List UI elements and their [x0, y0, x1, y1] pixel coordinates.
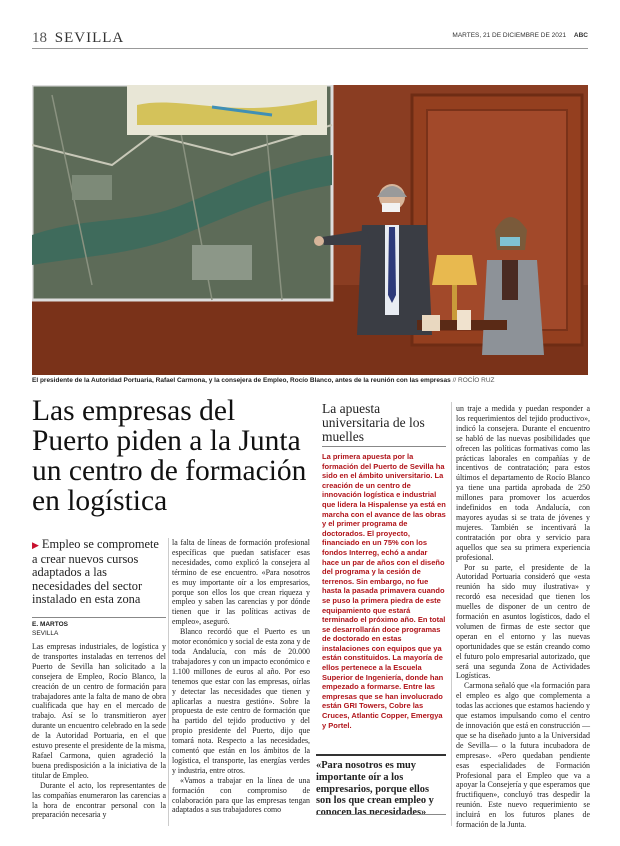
triangle-bullet-icon: ▶	[32, 540, 39, 550]
body-paragraph: Carmona señaló que «la formación para el empleo es algo que complementa a todas las acciones que estamos haciendo y que estamos impulsando como el centro de innovación que está en construcción —que se ha diseñado junto a la Universidad de Sevilla— o la futura incubadora de empresas». «Pero quedaban pendiente esas especialidades de Formación Profesional para el Empleo que va a apoyar la Consejería y que esperamos que fructifiquen», concluyó tras despedir la reunión. Este nuevo requerimiento se incluirá en los futuros planes de formación de la Junta.	[456, 681, 590, 830]
subheadline	[32, 538, 166, 607]
author-name: E. MARTOS	[32, 621, 68, 628]
article-photo	[32, 85, 588, 375]
body-paragraph: la falta de líneas de formación profesional específicas que puedan satisfacer esas necesidades, como explicó la consejera al término de ese encuentro. «Para nosotros es muy importante oír a los empresarios, porque son ellos los que crean riqueza y empleo y saben las carencias y por dónde tienen que ir las políticas activas de empleo», aseguró.	[172, 538, 310, 627]
page-header-left	[32, 30, 124, 47]
body-column-4	[456, 404, 590, 830]
page-header-right	[452, 32, 588, 39]
headline: Las empresas del Puerto piden a la Junta un centro de formación en logística	[32, 395, 307, 517]
caption-text: El presidente de la Autoridad Portuaria, Rafael Carmona, y la consejera de Empleo, Rocío Blanco, antes de la reunión con las empresas	[32, 377, 451, 384]
body-paragraph: Las empresas industriales, de logística y de transportes instaladas en terrenos del Puerto de Sevilla han solicitado a la consejera de Empleo, Rocío Blanco, la creación de un centro de formación para trabajadores ante la falta de mano de obra cualificada que hay en el mercado de trabajo. Así se lo transmitieron ayer durante un encuentro celebrado en la sede de la Autoridad Portuaria, en el que estuvo presente el presidente de la misma, Rafael Carmona, quien agradeció la buena predisposición a la iniciativa de la titular de Empleo.	[32, 642, 166, 780]
author-location: SEVILLA	[32, 629, 59, 637]
brand-name: ABC	[573, 32, 588, 39]
sidebar-title: La apuesta universitaria de los muelles	[322, 401, 425, 444]
body-paragraph: Durante el acto, los representantes de las compañías enumeraron las carencias a la hora de encontrar personal con la preparación necesaria y	[32, 780, 166, 820]
column-divider	[168, 538, 169, 826]
pull-quote-divider	[316, 814, 446, 815]
column-divider	[451, 402, 452, 826]
photo-illustration	[32, 85, 588, 375]
body-paragraph: Por su parte, el presidente de la Autoridad Portuaria consideró que «esta reunión ha sido muy ilustrativa» y recordó esa necesidad que tienen los muelles de disponer de un centro de formación en asuntos logísticos, dado el volumen de firmas de este sector que operan en el entorno y las nuevas oportunidades que se están creando como el futuro polo empresarial autorizado, que será una segunda Zona de Actividades Logísticas.	[456, 562, 590, 681]
publication-date: MARTES, 21 DE DICIEMBRE DE 2021	[452, 32, 567, 39]
subheadline-text: Empleo se compromete a crear nuevos cursos adaptados a las necesidades del sector instalado en esta zona	[32, 537, 159, 607]
photo-caption	[32, 377, 592, 384]
body-column-1	[32, 642, 166, 820]
body-paragraph: «Vamos a trabajar en la línea de una formación con compromiso de colaboración para que las empresas tengan adaptados a sus trabajadores como	[172, 775, 310, 815]
photo-credit: // ROCÍO RUZ	[452, 377, 495, 384]
body-paragraph: un traje a medida y puedan responder a los requerimientos del tejido productivo», indicó la consejera. Durante el encuentro se habló de las nuevas posibilidades que ofrecen las políticas formativas como las prácticas laborales en compañías y de incentivos de contratación; para estos últimos el departamento de Rocío Blanco ya tiene una partida aprobada de 250 millones para promover los acuerdos indefinidos en toda Andalucía, con mayores ayudas si se trata de jóvenes y mujeres. También se incentivará la contratación por obra y servicio para aquellos que sea su primera experiencia profesional.	[456, 404, 590, 562]
body-column-2	[172, 538, 310, 815]
byline	[32, 617, 166, 638]
page-number: 18	[32, 30, 47, 46]
section-name: SEVILLA	[54, 30, 125, 46]
body-paragraph: Blanco recordó que el Puerto es un motor económico y social de esta zona y de toda Andalucía, con más de 20.000 trabajadores y con un impacto económico e 1.100 millones de euros al año. Por eso tenemos que estar con las empresas, oírlas y detectar las necesidades que tienen y aplicarlas a nuestra gestión». Sobre la propuesta de este centro de formación que ha partido del tejido productivo y del propio presidente del Puerto, dijo que tomará nota. Respecto a las necesidades, comentó que están en los ámbitos de la logística, el transporte, las energías verdes y industria, entre otros.	[172, 627, 310, 775]
sidebar-text: La primera apuesta por la formación del Puerto de Sevilla ha sido en el ámbito universitario. La creación de un centro de innovación logística e industrial que lidera la Hispalense ya está en marcha con el avance de las obras y el primer programa de doctorados. El proyecto, financiado en un 75% con los fondos Interreg, echó a andar hace un par de años con el diseño del programa y la cesión de terrenos. Sin embargo, no fue hasta la pasada primavera cuando se puso la primera piedra de este equipamiento que estará terminado el próximo año. En total se desarrollarán doce programas de doctorado en estas instalaciones con equipos que ya están constituidos. La mayoría de ellos pertenece a la Escuela Superior de Ingeniería, donde han empezado a formarse. Entre las empresas que se han involucrado están GRI Towers, Cobre las Cruces, Atlantic Copper, Emergya y Portel.	[322, 452, 446, 730]
pull-quote: «Para nosotros es muy importante oír a los empresarios, porque ellos son los que crean empleo y conocen las necesidades»	[316, 754, 446, 819]
header-divider	[32, 48, 588, 49]
sidebar-divider	[322, 446, 446, 447]
